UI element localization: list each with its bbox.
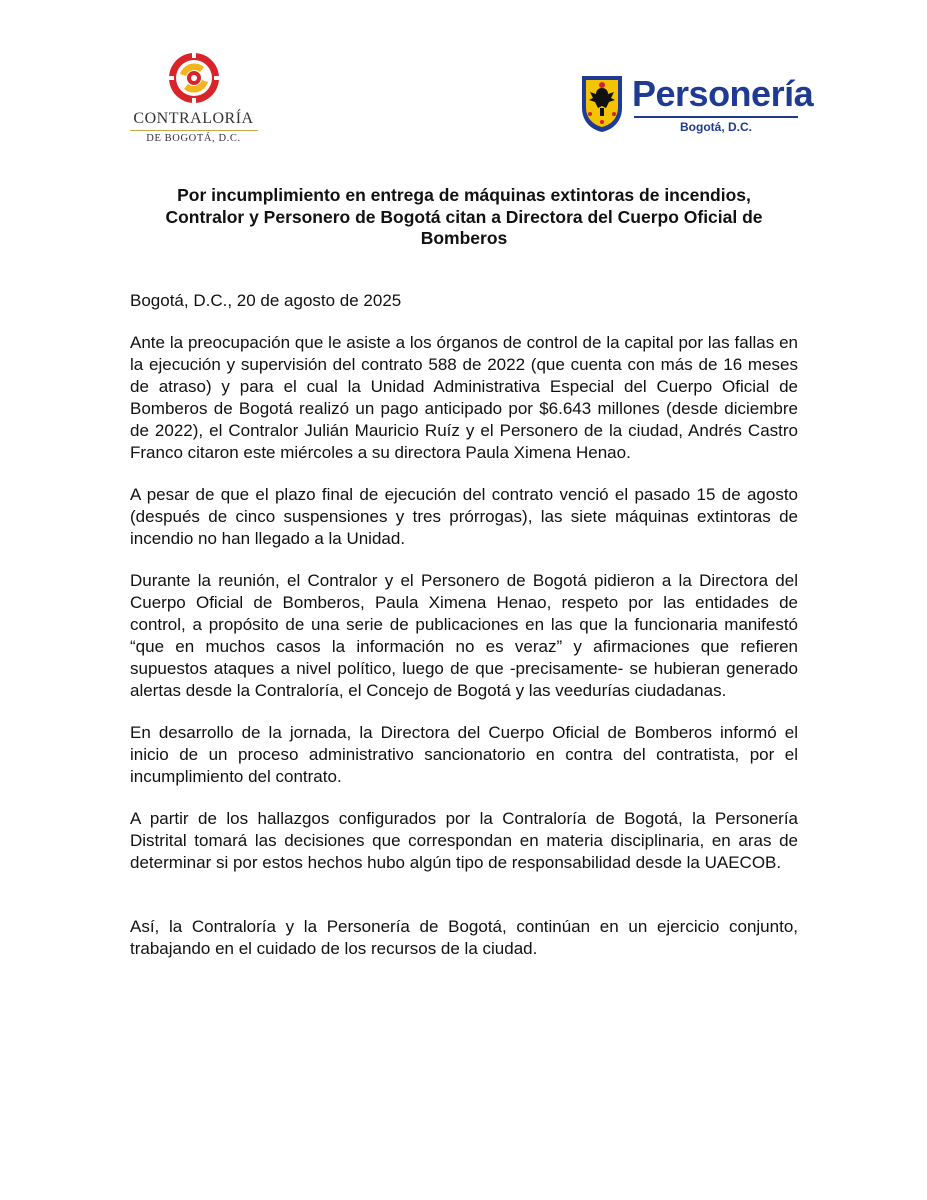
paragraph: Así, la Contraloría y la Personería de Bogotá, continúan en un ejercicio conjunto, trabajando en el cuidado de los recursos de la ciudad. <box>130 917 798 958</box>
personeria-subtitle: Bogotá, D.C. <box>680 120 752 134</box>
personeria-logo <box>580 72 814 138</box>
title-line: Contralor y Personero de Bogotá citan a Directora del Cuerpo Oficial de <box>165 206 763 227</box>
paragraph: Durante la reunión, el Contralor y el Personero de Bogotá pidieron a la Directora del Cuerpo Oficial de Bomberos, Paula Ximena Henao, respeto por las entidades de control, a propósito de una serie de publicaciones en las que la funcionaria manifestó “que en muchos casos la información no es veraz” y afirmaciones que refieren supuestos ataques a nivel político, luego de que -precisamente- se hubieran generado alertas desde la Contraloría, el Concejo de Bogotá y las veedurías ciudadanas. <box>130 571 798 700</box>
paragraph: A partir de los hallazgos configurados por la Contraloría de Bogotá, la Personería Distrital tomará las decisiones que correspondan en materia disciplinaria, en aras de determinar si por estos hechos hubo algún tipo de responsabilidad desde la UAECOB. <box>130 809 798 872</box>
contraloria-emblem-icon <box>126 50 261 110</box>
title-line: Por incumplimiento en entrega de máquinas extintoras de incendios, <box>177 185 751 205</box>
paragraph: Ante la preocupación que le asiste a los órganos de control de la capital por las fallas en la ejecución y supervisión del contrato 588 de 2022 (que cuenta con más de 16 meses de atraso) y para el cual la Unidad Administrativa Especial del Cuerpo Oficial de Bomberos de Bogotá realizó un pago anticipado por $6.643 millones (desde diciembre de 2022), el Contralor Julián Mauricio Ruíz y el Personero de la ciudad, Andrés Castro Franco citaron este miércoles a su directora Paula Ximena Henao. <box>130 333 798 462</box>
contraloria-divider <box>130 130 258 131</box>
contraloria-name: CONTRALORÍA <box>133 110 254 127</box>
title-line: Bomberos <box>420 228 508 248</box>
dateline: Bogotá, D.C., 20 de agosto de 2025 <box>130 291 402 310</box>
paragraph: A pesar de que el plazo final de ejecución del contrato venció el pasado 15 de agosto (después de cinco suspensiones y tres prórrogas), las siete máquinas extintoras de incendio no han llegado a la Unidad. <box>130 485 798 548</box>
contraloria-logo <box>126 50 261 150</box>
bogota-coat-of-arms-icon <box>580 74 624 134</box>
personeria-name: Personería <box>632 73 814 114</box>
paragraph: En desarrollo de la jornada, la Directora del Cuerpo Oficial de Bomberos informó el inicio de un proceso administrativo sancionatorio en contra del contratista, por el incumplimiento del contrato. <box>130 723 798 786</box>
press-release-body <box>130 290 798 980</box>
press-release-title <box>130 185 798 250</box>
personeria-divider <box>634 116 798 118</box>
contraloria-subtitle: DE BOGOTÁ, D.C. <box>146 133 241 144</box>
